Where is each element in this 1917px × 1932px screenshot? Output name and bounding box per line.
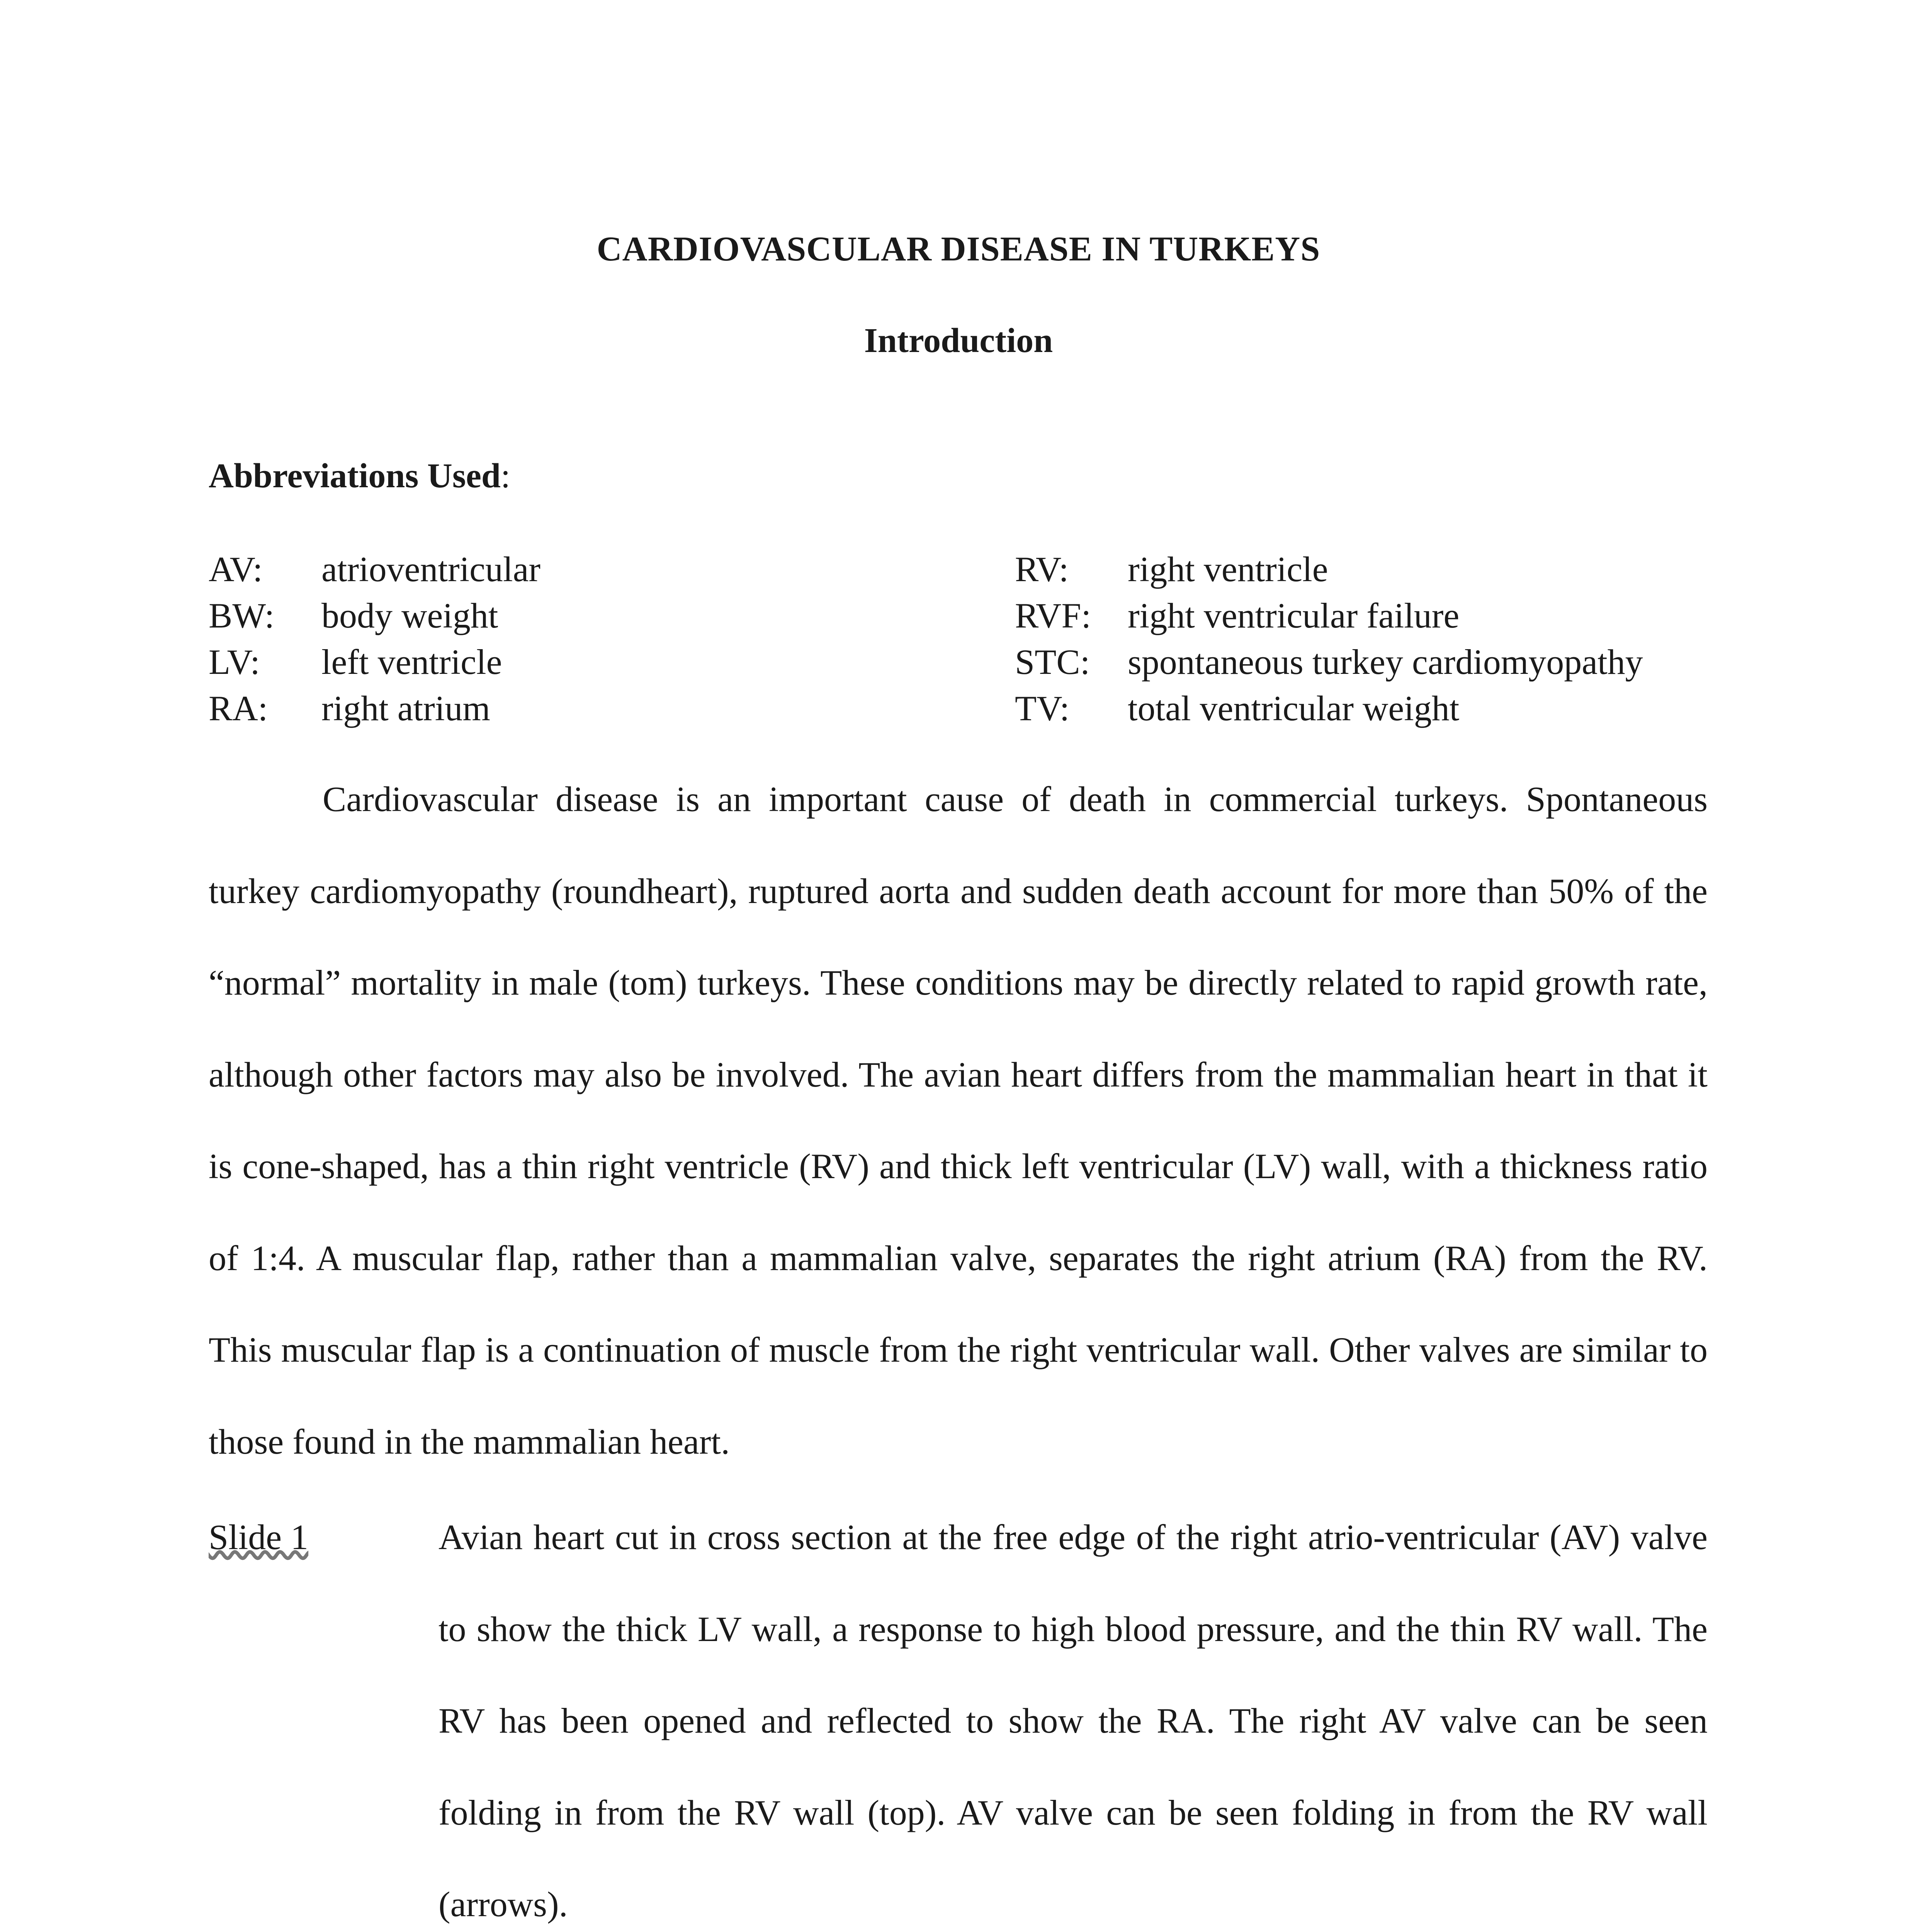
- abbreviation-key: TV:: [1015, 689, 1070, 728]
- abbreviation-row: [209, 546, 540, 592]
- abbreviation-key: AV:: [209, 549, 263, 589]
- abbreviation-value: right ventricle: [1128, 549, 1328, 589]
- abbreviation-value: atrioventricular: [321, 549, 541, 589]
- document-title: CARDIOVASCULAR DISEASE IN TURKEYS: [597, 230, 1320, 268]
- section-heading-introduction: Introduction: [864, 321, 1053, 360]
- slide-label: Slide 1: [209, 1517, 309, 1557]
- abbreviation-key: RA:: [209, 689, 268, 728]
- abbreviation-value: spontaneous turkey cardiomyopathy: [1128, 642, 1643, 682]
- abbreviation-value: right ventricular failure: [1128, 596, 1460, 635]
- abbreviation-value: total ventricular weight: [1128, 689, 1460, 728]
- abbreviation-value: right atrium: [321, 689, 490, 728]
- abbreviation-value: left ventricle: [321, 642, 502, 682]
- abbreviations-heading-text: Abbreviations Used: [209, 457, 501, 495]
- abbreviation-key: BW:: [209, 596, 275, 635]
- abbreviations-list-left: [209, 546, 540, 731]
- abbreviation-key: LV:: [209, 642, 260, 682]
- abbreviation-row: [1015, 639, 1643, 685]
- abbreviation-row: [1015, 685, 1643, 731]
- abbreviation-row: [1015, 546, 1643, 592]
- slide-caption: [209, 1492, 1708, 1932]
- abbreviation-row: [209, 639, 540, 685]
- abbreviations-heading: [209, 453, 510, 499]
- slide-description: Avian heart cut in cross section at the free edge of the right atrio-ventricular (AV) valve to show the thick LV wall, a response to high blood pressure, and the thin RV wall. The RV has been opened and reflected to show the RA. The right AV valve can be seen folding in from the RV wall (top). AV valve can be seen folding in from the RV wall (arrows).: [438, 1517, 1708, 1924]
- abbreviation-key: STC:: [1015, 642, 1090, 682]
- abbreviation-row: [209, 592, 540, 639]
- abbreviations-heading-colon: :: [500, 457, 510, 495]
- abbreviation-row: [1015, 592, 1643, 639]
- abbreviations-list-right: [1015, 546, 1643, 731]
- abbreviation-row: [209, 685, 540, 731]
- abbreviation-value: body weight: [321, 596, 498, 635]
- abbreviation-key: RV:: [1015, 549, 1069, 589]
- abbreviation-key: RVF:: [1015, 596, 1091, 635]
- intro-paragraph: Cardiovascular disease is an important cause of death in commercial turkeys. Spontaneous turkey cardiomyopathy (roundheart), ruptured aorta and sudden death account for more than 50% of the “normal” mortality in male (tom) turkeys. These conditions may be directly related to rapid growth rate, although other factors may also be involved. The avian heart differs from the mammalian heart in that it is cone-shaped, has a thin right ventricle (RV) and thick left ventricular (LV) wall, with a thickness ratio of 1:4. A muscular flap, rather than a mammalian valve, separates the right atrium (RA) from the RV. This muscular flap is a continuation of muscle from the right ventricular wall. Other valves are similar to those found in the mammalian heart.: [209, 779, 1708, 1461]
